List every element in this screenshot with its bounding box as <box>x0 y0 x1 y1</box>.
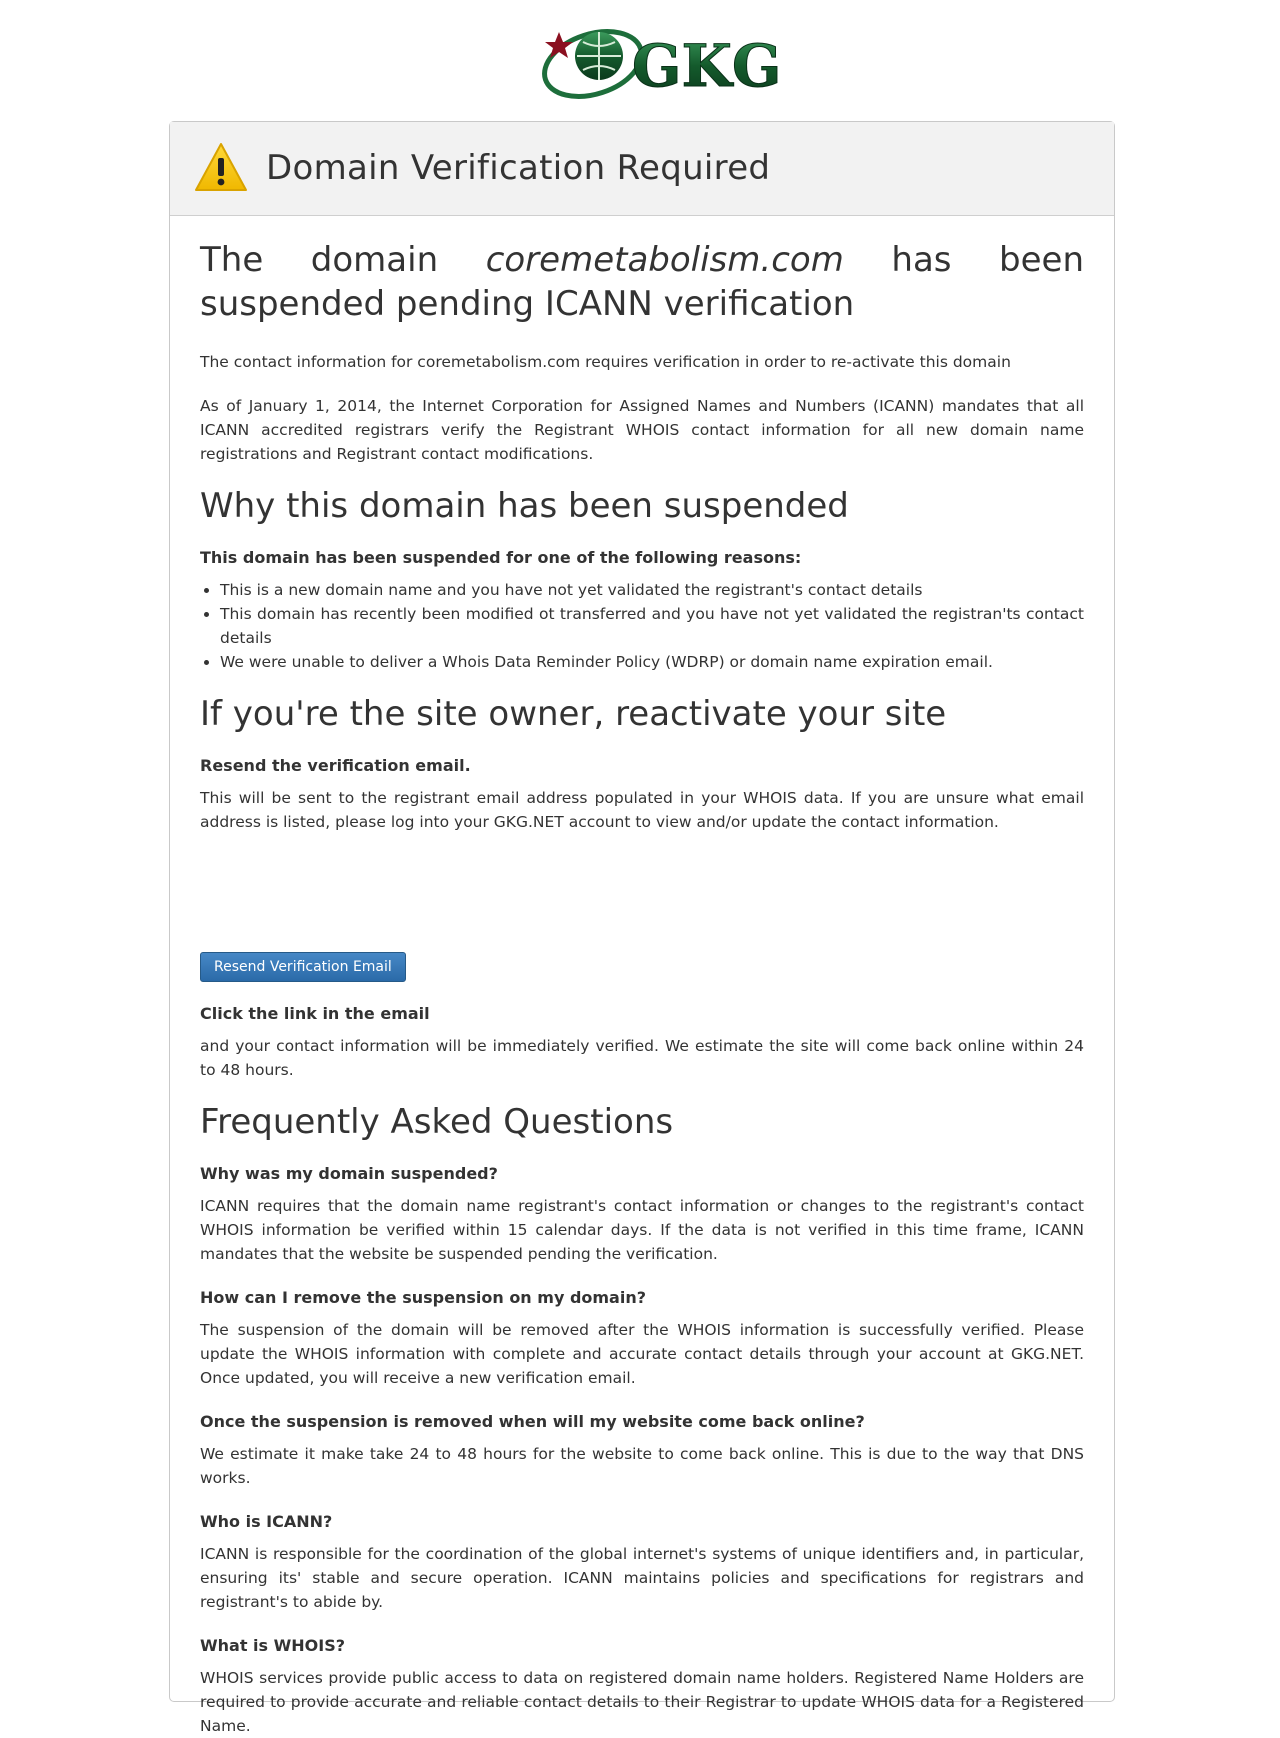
svg-text:GKG: GKG <box>632 32 782 100</box>
faq-answer: WHOIS services provide public access to data on registered domain name holders. Registered Name Holders are required to provide accurate and reliable contact details to their Registrar to update WHOIS data for a Registered Name. <box>200 1669 1084 1735</box>
panel-title: Domain Verification Required <box>266 148 771 188</box>
why-heading: Why this domain has been suspended <box>200 486 849 526</box>
panel-header <box>170 122 1114 216</box>
lead-prefix: The domain <box>200 240 439 280</box>
lead-suffix: has been suspended pending ICANN verification <box>200 240 1085 324</box>
faq-question: What is WHOIS? <box>200 1636 346 1655</box>
owner-heading: If you're the site owner, reactivate your site <box>200 694 947 734</box>
logo-area <box>0 0 1280 122</box>
panel-body <box>170 216 1114 1738</box>
reasons-subheading: This domain has been suspended for one of the following reasons: <box>200 548 802 567</box>
faq-question: How can I remove the suspension on my domain? <box>200 1288 647 1307</box>
faq-answer: ICANN requires that the domain name registrant's contact information or changes to the registrant's contact WHOIS information be verified within 15 calendar days. If the data is not verified in this time frame, ICANN mandates that the website be suspended pending the verification. <box>200 1197 1084 1263</box>
spacer <box>200 854 1084 952</box>
icann-mandate-text: As of January 1, 2014, the Internet Corporation for Assigned Names and Numbers (ICANN) mandates that all ICANN accredited registrars verify the Registrant WHOIS contact information for all new domain name registrations and Registrant contact modifications. <box>200 397 1084 463</box>
verification-panel <box>169 121 1115 1735</box>
resend-heading: Resend the verification email. <box>200 756 471 775</box>
suspension-lead <box>200 238 1084 326</box>
intro-text: The contact information for coremetabolism.com requires verification in order to re-activate this domain <box>200 353 1011 371</box>
faq-answer: We estimate it make take 24 to 48 hours for the website to come back online. This is due to the way that DNS works. <box>200 1445 1084 1487</box>
domain-name: coremetabolism.com <box>485 240 844 280</box>
gkg-logo <box>537 20 782 102</box>
faq-question: Why was my domain suspended? <box>200 1164 498 1183</box>
faq-heading: Frequently Asked Questions <box>200 1102 674 1142</box>
faq-answer: ICANN is responsible for the coordination of the global internet's systems of unique identifiers and, in particular, ensuring its' stable and secure operation. ICANN maintains policies and specifications for registrars and registrant's to abide by. <box>200 1545 1084 1611</box>
resend-verification-button[interactable]: Resend Verification Email <box>200 952 406 982</box>
click-link-text: and your contact information will be immediately verified. We estimate the site will come back online within 24 to 48 hours. <box>200 1037 1084 1079</box>
list-item: • This domain has recently been modified ot transferred and you have not yet validated the registran'ts contact details <box>220 602 1084 650</box>
resend-text: This will be sent to the registrant email address populated in your WHOIS data. If you are unsure what email address is listed, please log into your GKG.NET account to view and/or update the contact information. <box>200 789 1084 831</box>
faq-question: Who is ICANN? <box>200 1512 333 1531</box>
warning-icon <box>194 141 248 193</box>
faq-answer: The suspension of the domain will be removed after the WHOIS information is successfully verified. Please update the WHOIS information with complete and accurate contact details through your account at GKG.NET. Once updated, you will receive a new verification email. <box>200 1321 1084 1387</box>
faq-question: Once the suspension is removed when will my website come back online? <box>200 1412 865 1431</box>
click-link-heading: Click the link in the email <box>200 1004 430 1023</box>
list-item: • We were unable to deliver a Whois Data Reminder Policy (WDRP) or domain name expiration email. <box>220 650 1084 674</box>
list-item: • This is a new domain name and you have not yet validated the registrant's contact details <box>220 578 1084 602</box>
reasons-list <box>200 578 1084 674</box>
